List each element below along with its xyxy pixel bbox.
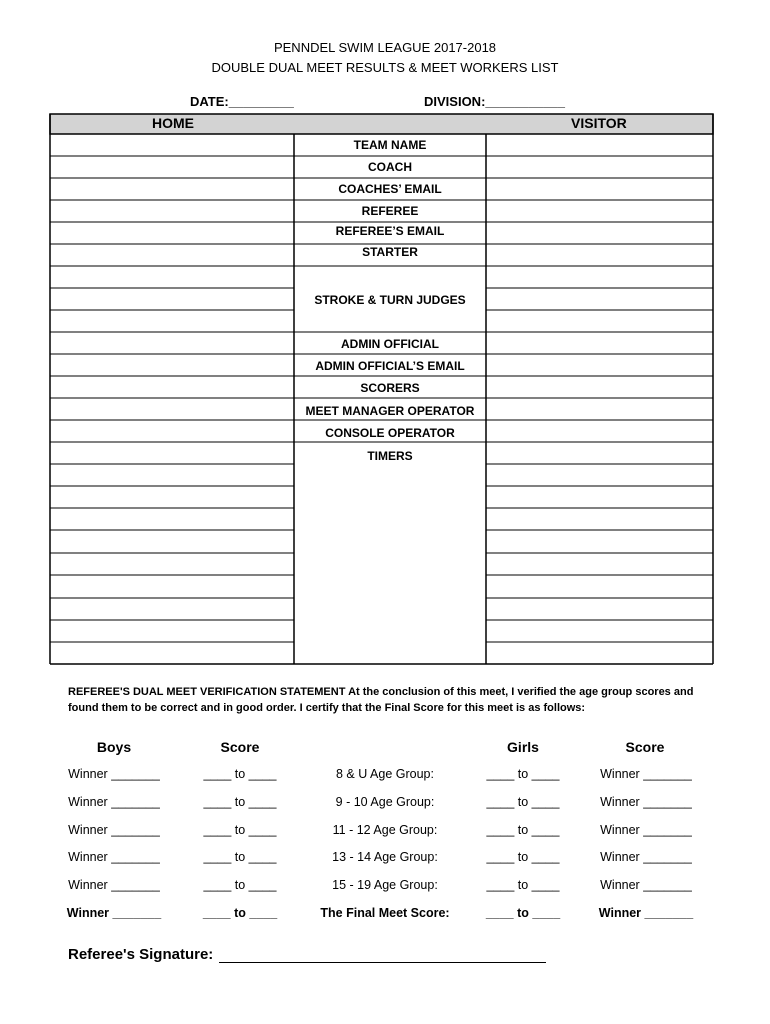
starter-label: STARTER bbox=[362, 245, 418, 259]
final-score-right[interactable]: ____ to ____ bbox=[485, 906, 561, 920]
form-title: PENNDEL SWIM LEAGUE 2017-2018 bbox=[273, 40, 497, 55]
score-left[interactable]: ____ to ____ bbox=[203, 878, 277, 892]
date-label[interactable]: DATE:_________ bbox=[190, 94, 294, 109]
winner-right[interactable]: Winner _______ bbox=[600, 795, 692, 809]
girls-header: Girls bbox=[507, 739, 539, 755]
home-header: HOME bbox=[152, 115, 194, 131]
age-group-label: 13 - 14 Age Group: bbox=[332, 850, 438, 864]
referee-signature-label: Referee's Signature: bbox=[68, 946, 214, 963]
scorers-label: SCORERS bbox=[360, 381, 420, 395]
age-group-label: 9 - 10 Age Group: bbox=[335, 795, 435, 809]
admin-official-email-label: ADMIN OFFICIAL’S EMAIL bbox=[315, 359, 465, 373]
final-meet-score-label: The Final Meet Score: bbox=[320, 906, 450, 920]
team-name-label: TEAM NAME bbox=[353, 138, 427, 152]
age-group-label: 11 - 12 Age Group: bbox=[332, 823, 438, 837]
score-left[interactable]: ____ to ____ bbox=[203, 795, 277, 809]
admin-official-label: ADMIN OFFICIAL bbox=[341, 337, 439, 351]
score-right[interactable]: ____ to ____ bbox=[486, 823, 560, 837]
visitor-header: VISITOR bbox=[571, 115, 627, 131]
boys-header: Boys bbox=[96, 739, 132, 755]
coaches-email-label: COACHES’ EMAIL bbox=[338, 182, 442, 196]
winner-right[interactable]: Winner _______ bbox=[600, 878, 692, 892]
score-left-header: Score bbox=[220, 739, 260, 755]
winner-left[interactable]: Winner _______ bbox=[68, 823, 160, 837]
age-group-label: 8 & U Age Group: bbox=[336, 767, 434, 781]
final-score-left[interactable]: ____ to ____ bbox=[202, 906, 278, 920]
winner-left[interactable]: Winner _______ bbox=[68, 878, 160, 892]
coach-label: COACH bbox=[368, 160, 412, 174]
timers-label: TIMERS bbox=[367, 449, 413, 463]
referee-label: REFEREE bbox=[361, 204, 419, 218]
winner-right[interactable]: Winner _______ bbox=[600, 767, 692, 781]
score-left[interactable]: ____ to ____ bbox=[203, 850, 277, 864]
score-right[interactable]: ____ to ____ bbox=[486, 767, 560, 781]
division-label[interactable]: DIVISION:___________ bbox=[424, 94, 565, 109]
final-winner-right[interactable]: Winner _______ bbox=[598, 906, 694, 920]
winner-left[interactable]: Winner _______ bbox=[68, 850, 160, 864]
score-left[interactable]: ____ to ____ bbox=[203, 823, 277, 837]
referees-email-label: REFEREE’S EMAIL bbox=[335, 224, 445, 238]
score-left[interactable]: ____ to ____ bbox=[203, 767, 277, 781]
verification-statement: REFEREE'S DUAL MEET VERIFICATION STATEMENT At the conclusion of this meet, I verified the age group scores and found them to be correct and in good order. I certify that the Final Score for this meet is as follows: bbox=[68, 686, 694, 714]
console-operator-label: CONSOLE OPERATOR bbox=[325, 426, 455, 440]
score-right[interactable]: ____ to ____ bbox=[486, 850, 560, 864]
stroke-turn-judges-label: STROKE & TURN JUDGES bbox=[314, 293, 466, 307]
score-right[interactable]: ____ to ____ bbox=[486, 878, 560, 892]
age-group-label: 15 - 19 Age Group: bbox=[332, 878, 438, 892]
winner-left[interactable]: Winner _______ bbox=[68, 767, 160, 781]
referee-signature-line[interactable] bbox=[219, 962, 546, 963]
form-subtitle: DOUBLE DUAL MEET RESULTS & MEET WORKERS LIST bbox=[211, 60, 559, 75]
score-right[interactable]: ____ to ____ bbox=[486, 795, 560, 809]
final-winner-left[interactable]: Winner _______ bbox=[66, 906, 162, 920]
meet-manager-operator-label: MEET MANAGER OPERATOR bbox=[305, 404, 475, 418]
winner-left[interactable]: Winner _______ bbox=[68, 795, 160, 809]
winner-right[interactable]: Winner _______ bbox=[600, 850, 692, 864]
score-right-header: Score bbox=[625, 739, 665, 755]
winner-right[interactable]: Winner _______ bbox=[600, 823, 692, 837]
